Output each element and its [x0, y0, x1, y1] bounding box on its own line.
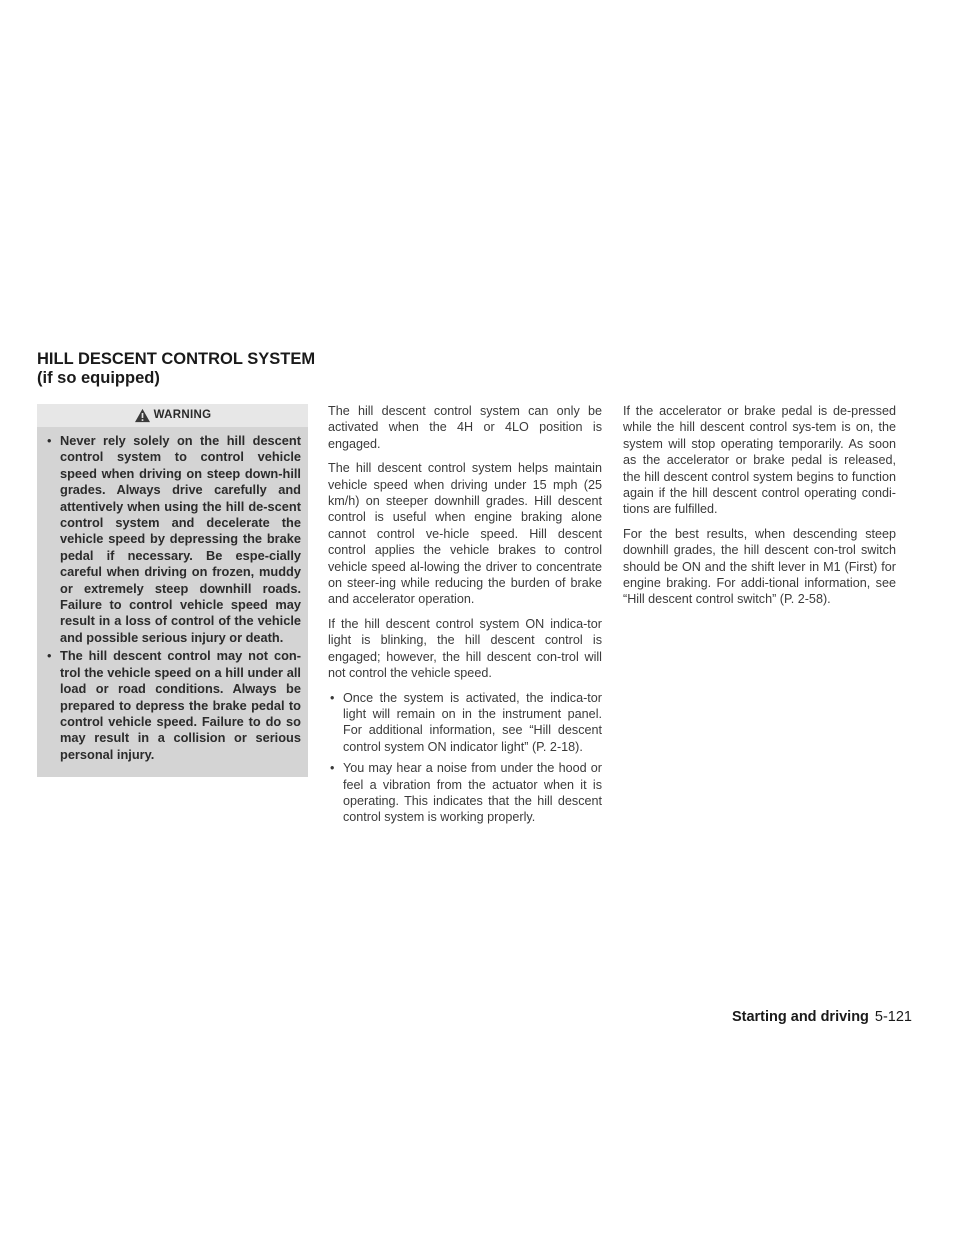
- warning-header: [37, 404, 308, 427]
- footer-section-title: Starting and driving: [731, 1009, 869, 1025]
- middle-column: [328, 403, 602, 831]
- bullet-list: [328, 690, 602, 826]
- paragraph: If the hill descent control system ON indica-tor light is blinking, the hill descent control is engaged; however, the hill descent con-trol will not control the vehicle speed.: [328, 616, 602, 681]
- list-item: • You may hear a noise from under the hood or feel a vibration from the actuator when it is operating. This indicates that the hill descent control system is working properly.: [328, 760, 602, 826]
- left-column: [37, 404, 308, 777]
- list-item: • Once the system is activated, the indica-tor light will remain on in the instrument panel. For additional information, see “Hill descent control system ON indicator light” (P. 2-18).: [328, 690, 602, 756]
- warning-box: [37, 404, 308, 777]
- paragraph: The hill descent control system can only be activated when the 4H or 4LO position is engaged.: [328, 404, 602, 451]
- warning-label: WARNING: [153, 409, 212, 422]
- warning-item: • Never rely solely on the hill descent control system to control vehicle speed when driving on steep down-hill grades. Always drive carefully and attentively when using the hill de-scent control system and decelerate the vehicle speed by depressing the brake pedal if necessary. Be espe-cially careful when driving on frozen, muddy or extremely steep downhill roads. Failure to control vehicle speed may result in a loss of control of the vehicle and possible serious injury or death.: [47, 433, 301, 646]
- paragraph: If the accelerator or brake pedal is de-pressed while the hill descent control sys-tem is on, the system will stop operating temporarily. As soon as the accelerator or brake pedal is released, the hill descent control system begins to function again if the hill descent control operating condi-tions are fulfilled.: [623, 404, 896, 517]
- paragraph: For the best results, when descending steep downhill grades, the hill descent con-trol switch should be ON and the shift lever in M1 (First) for engine braking. For addi-tional information, see “Hill descent control switch” (P. 2-58).: [623, 526, 896, 607]
- warning-triangle-icon: [134, 408, 151, 423]
- page-number: 5-121: [874, 1009, 912, 1025]
- section-title: HILL DESCENT CONTROL SYSTEM (if so equipped): [37, 350, 316, 387]
- warning-list: [37, 433, 308, 763]
- right-column: [623, 403, 896, 616]
- paragraph: The hill descent control system helps maintain vehicle speed when driving under 15 mph (25 km/h) on steeper downhill grades. Hill descent control is useful when engine braking alone cannot control ve-hicle speed. Hill descent control applies the vehicle brakes to control vehicle speed al-lowing the driver to concentrate on steer-ing while reducing the burden of brake and accelerator operation.: [328, 461, 602, 607]
- warning-item: • The hill descent control may not con-trol the vehicle speed on a hill under all load or road conditions. Always be prepared to depress the brake pedal to control vehicle speed. Failure to do so may result in a collision or serious personal injury.: [47, 648, 301, 763]
- page-footer: [732, 1009, 912, 1025]
